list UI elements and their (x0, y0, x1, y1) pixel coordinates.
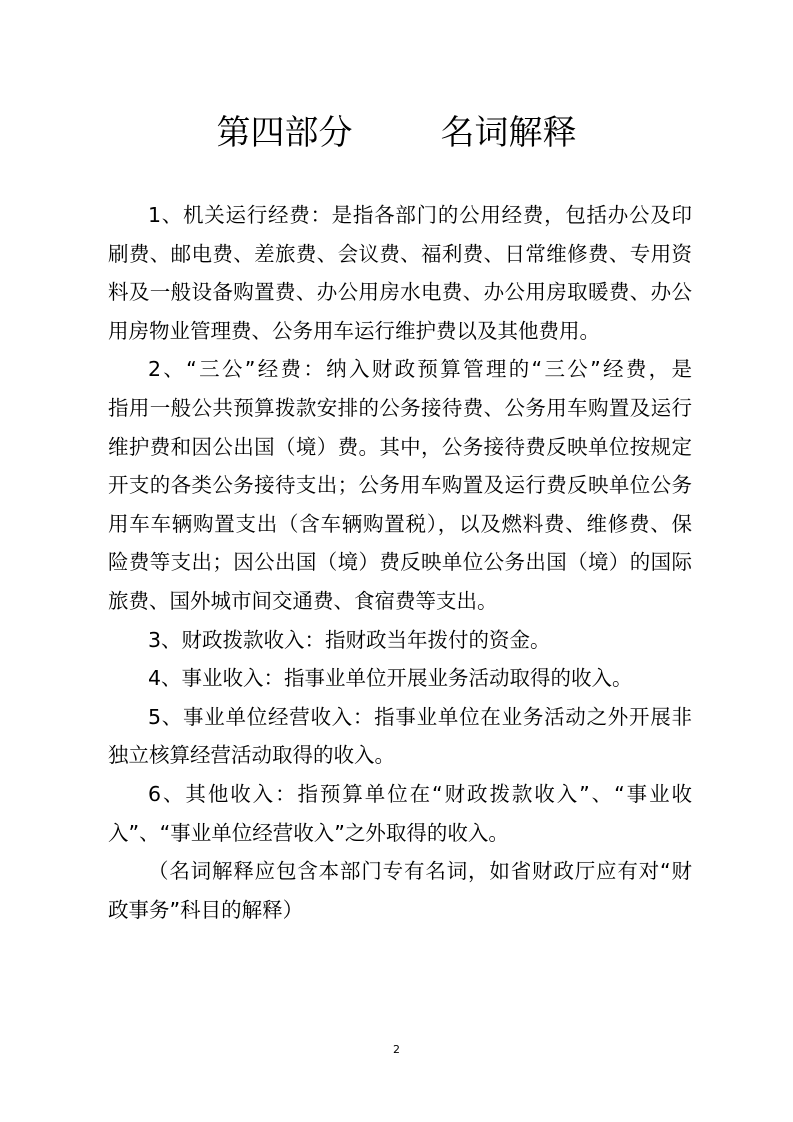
paragraph-3 (108, 621, 692, 660)
note-line-2: 政事务”科目的解释） (108, 897, 304, 922)
page-number: 2 (393, 1043, 400, 1056)
paragraph-2-line-5: 用车车辆购置支出（含车辆购置税），以及燃料费、维修费、保 (108, 511, 692, 536)
paragraph-1-line-3: 料及一般设备购置费、办公用房水电费、办公用房取暖费、办公 (108, 280, 692, 305)
paragraph-3-line-1: 3、财政拨款收入：指财政当年拨付的资金。 (148, 627, 551, 652)
paragraph-6-line-1: 6、其他收入：指预算单位在“财政拨款收入”、“事业收 (148, 781, 692, 806)
paragraph-2-line-2: 指用一般公共预算拨款安排的公务接待费、公务用车购置及运行 (108, 395, 692, 420)
body-text (108, 196, 692, 929)
paragraph-4-line-1: 4、事业收入：指事业单位开展业务活动取得的收入。 (148, 666, 633, 691)
note-paragraph (108, 852, 692, 929)
paragraph-2-line-6: 险费等支出；因公出国（境）费反映单位公务出国（境）的国际 (108, 550, 692, 575)
paragraph-5-line-1: 5、事业单位经营收入：指事业单位在业务活动之外开展非 (148, 704, 692, 729)
paragraph-1-line-4: 用房物业管理费、公务用车运行维护费以及其他费用。 (108, 318, 600, 343)
paragraph-1-line-1: 1、机关运行经费：是指各部门的公用经费，包括办公及印 (148, 203, 692, 227)
paragraph-4 (108, 659, 692, 698)
title-section-name: 名词解释 (440, 113, 577, 153)
note-line-1: （名词解释应包含本部门专有名词，如省财政厅应有对“财 (148, 859, 692, 884)
paragraph-2-line-7: 旅费、国外城市间交通费、食宿费等支出。 (108, 588, 498, 613)
paragraph-1-line-2: 刷费、邮电费、差旅费、会议费、福利费、日常维修费、专用资 (108, 241, 692, 266)
paragraph-2-line-4: 开支的各类公务接待支出；公务用车购置及运行费反映单位公务 (108, 473, 692, 498)
paragraph-2-line-3: 维护费和因公出国（境）费。其中，公务接待费反映单位按规定 (108, 434, 692, 459)
paragraph-2-line-1: 2、“三公”经费：纳入财政预算管理的“三公”经费，是 (148, 357, 692, 382)
paragraph-6 (108, 775, 692, 852)
paragraph-6-line-2: 入”、“事业单位经营收入”之外取得的收入。 (108, 820, 509, 845)
page-title (0, 112, 793, 154)
paragraph-1 (108, 196, 692, 350)
paragraph-5 (108, 698, 692, 775)
paragraph-5-line-2: 独立核算经营活动取得的收入。 (108, 743, 395, 768)
paragraph-2 (108, 350, 692, 620)
title-part-label: 第四部分 (216, 113, 353, 153)
